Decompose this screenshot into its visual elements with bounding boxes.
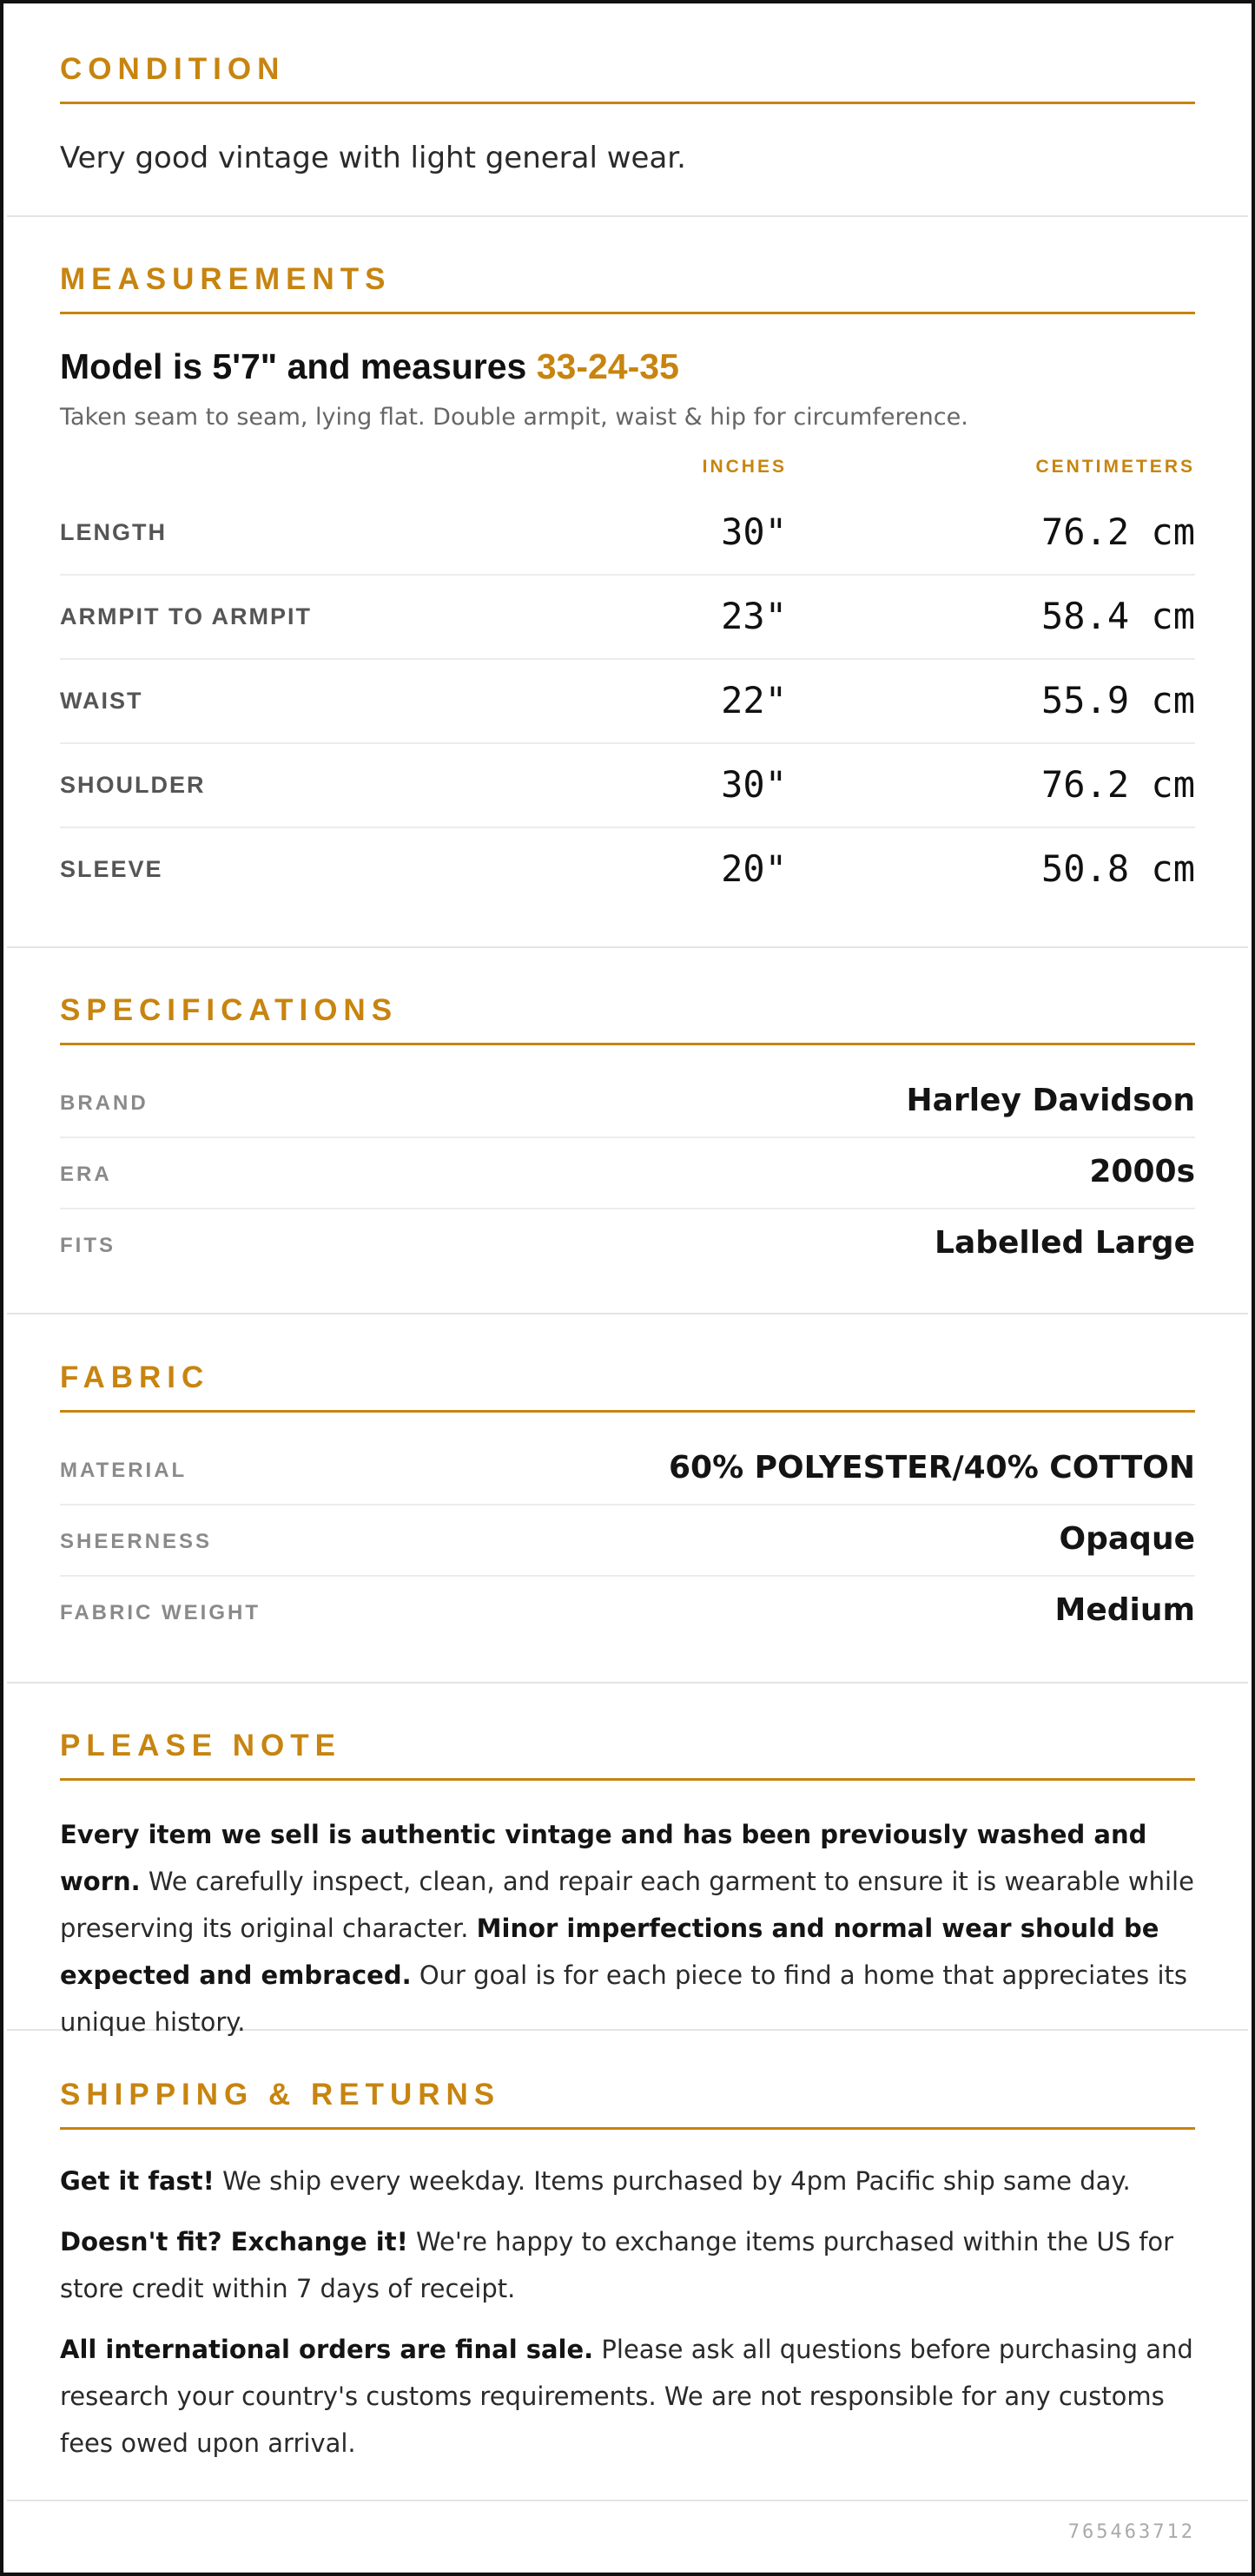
spec-value: 2000s	[1089, 1154, 1195, 1189]
model-figures: 33-24-35	[536, 346, 679, 386]
measurement-row	[60, 491, 1195, 576]
measurements-subtitle: Taken seam to seam, lying flat. Double armpit, waist & hip for circumference.	[60, 404, 968, 431]
fabric-value: Medium	[1054, 1592, 1195, 1628]
please-note-title: PLEASE NOTE	[60, 1729, 341, 1762]
shipping-paragraph-international	[60, 2326, 1195, 2467]
fabric-row	[60, 1434, 1195, 1505]
measurements-section	[7, 264, 1248, 948]
shipping-text-2: We're happy to exchange items purchased within the US for store credit within 7 days of receipt.	[60, 2227, 1174, 2303]
section-divider	[60, 2127, 1195, 2130]
measurement-row	[60, 660, 1195, 744]
shipping-bold-1: Get it fast!	[60, 2166, 215, 2196]
measurement-label: SLEEVE	[60, 856, 163, 882]
shipping-bold-2: Doesn't fit? Exchange it!	[60, 2227, 408, 2256]
please-note-text	[60, 1811, 1195, 2046]
fabric-value: Opaque	[1059, 1521, 1195, 1557]
measurement-label: WAIST	[60, 688, 143, 714]
measurements-title: MEASUREMENTS	[60, 262, 392, 296]
shipping-paragraph-exchange	[60, 2218, 1195, 2312]
measurement-inches: 30"	[721, 763, 787, 806]
measurement-inches: 22"	[721, 679, 787, 721]
spec-row	[60, 1067, 1195, 1138]
condition-section	[7, 54, 1248, 217]
section-divider	[60, 1043, 1195, 1045]
model-info	[60, 346, 1195, 386]
specifications-title: SPECIFICATIONS	[60, 993, 399, 1027]
measurement-label: LENGTH	[60, 519, 167, 545]
specifications-list	[60, 1067, 1195, 1279]
fabric-row	[60, 1577, 1195, 1646]
measurement-cm: 55.9 cm	[1040, 679, 1195, 721]
shipping-text-3: Please ask all questions before purchasing and research your country's customs requirements. We are not responsible for any customs fees owed upon arrival.	[60, 2335, 1193, 2458]
spec-row	[60, 1138, 1195, 1209]
product-id: 765463712	[1067, 2521, 1195, 2543]
spec-value: Labelled Large	[935, 1225, 1195, 1261]
specifications-section	[7, 995, 1248, 1314]
measurements-table-header	[60, 457, 1195, 491]
note-bold-2: Minor imperfections and normal wear should be expected and embraced.	[60, 1914, 1159, 1990]
section-divider	[60, 1778, 1195, 1781]
fabric-label: MATERIAL	[60, 1459, 188, 1482]
measurement-cm: 58.4 cm	[1040, 595, 1195, 637]
fabric-label: FABRIC WEIGHT	[60, 1601, 261, 1624]
shipping-paragraph-fast	[60, 2158, 1195, 2204]
fabric-list	[60, 1434, 1195, 1646]
measurement-inches: 20"	[721, 847, 787, 890]
shipping-returns-title: SHIPPING & RETURNS	[60, 2078, 501, 2112]
section-divider	[60, 102, 1195, 104]
section-divider	[60, 1410, 1195, 1413]
spec-row	[60, 1209, 1195, 1279]
note-text-1: We carefully inspect, clean, and repair each garment to ensure it is wearable while preserving its original character.	[60, 1867, 1194, 1943]
measurement-cm: 50.8 cm	[1040, 847, 1195, 890]
measurement-row	[60, 744, 1195, 828]
fabric-title: FABRIC	[60, 1360, 210, 1394]
fabric-section	[7, 1362, 1248, 1683]
fabric-label: SHEERNESS	[60, 1530, 213, 1553]
column-header-centimeters: CENTIMETERS	[1035, 457, 1195, 477]
note-text-2: Our goal is for each piece to find a home that appreciates its unique history.	[60, 1960, 1188, 2037]
measurement-label: SHOULDER	[60, 772, 206, 798]
please-note-section	[7, 1729, 1248, 2037]
measurement-inches: 30"	[721, 511, 787, 553]
spec-label: BRAND	[60, 1091, 149, 1115]
spec-value: Harley Davidson	[906, 1083, 1195, 1118]
section-divider	[60, 312, 1195, 314]
measurement-row	[60, 828, 1195, 911]
note-bold-1: Every item we sell is authentic vintage and has been previously washed and worn.	[60, 1820, 1147, 1896]
column-header-inches: INCHES	[702, 457, 787, 477]
fabric-row	[60, 1505, 1195, 1577]
measurement-inches: 23"	[721, 595, 787, 637]
measurement-cm: 76.2 cm	[1040, 511, 1195, 553]
spec-label: ERA	[60, 1163, 112, 1186]
shipping-returns-section	[7, 2079, 1248, 2501]
spec-label: FITS	[60, 1234, 116, 1257]
measurement-cm: 76.2 cm	[1040, 763, 1195, 806]
model-info-prefix: Model is 5'7" and measures	[60, 346, 537, 386]
shipping-bold-3: All international orders are final sale.	[60, 2335, 594, 2364]
fabric-value: 60% POLYESTER/40% COTTON	[668, 1450, 1195, 1486]
measurement-row	[60, 576, 1195, 660]
condition-title: CONDITION	[60, 52, 286, 86]
measurements-table	[60, 491, 1195, 911]
condition-text: Very good vintage with light general wear.	[60, 141, 686, 175]
measurement-label: ARMPIT TO ARMPIT	[60, 603, 312, 629]
shipping-text-1: We ship every weekday. Items purchased by 4pm Pacific ship same day.	[214, 2166, 1131, 2196]
